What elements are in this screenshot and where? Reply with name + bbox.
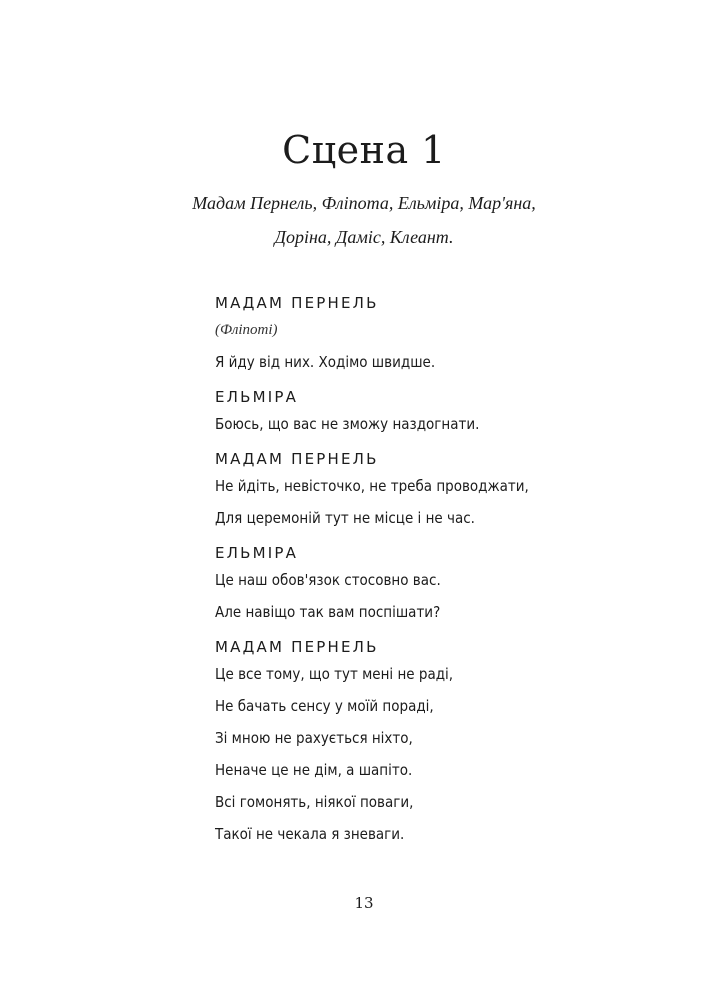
verse-line: Неначе це не дім, а шапіто. [215, 761, 413, 779]
speaker-name: МАДАМ ПЕРНЕЛЬ [215, 638, 379, 656]
verse-line: Боюсь, що вас не зможу наздогнати. [215, 415, 480, 433]
dialogue-block [215, 636, 675, 844]
dialogue [215, 292, 675, 844]
dialogue-block [215, 542, 675, 622]
speaker-name: ЕЛЬМІРА [215, 388, 299, 406]
speaker-name: МАДАМ ПЕРНЕЛЬ [215, 450, 379, 468]
verse-line: Такої не чекала я зневаги. [215, 825, 405, 843]
verse-line: Я йду від них. Ходімо швидше. [215, 353, 436, 371]
verse-line: Зі мною не рахується ніхто, [215, 729, 413, 747]
dialogue-block [215, 448, 675, 528]
verse-line: Це все тому, що тут мені не раді, [215, 665, 454, 683]
stage-direction: (Фліпоті) [215, 322, 278, 338]
characters-list-line-2: Доріна, Даміс, Клеант. [274, 227, 454, 247]
verse-line: Це наш обов'язок стосовно вас. [215, 571, 441, 589]
verse-line: Не бачать сенсу у моїй пораді, [215, 697, 434, 715]
verse-line: Не йдіть, невісточко, не треба проводжати, [215, 477, 529, 495]
verse-line: Але навіщо так вам поспішати? [215, 603, 441, 621]
dialogue-block [215, 386, 675, 434]
verse-line: Для церемоній тут не місце і не час. [215, 509, 475, 527]
verse-line: Всі гомонять, ніякої поваги, [215, 793, 414, 811]
dialogue-block [215, 292, 675, 372]
page-number: 13 [354, 894, 374, 912]
speaker-name: МАДАМ ПЕРНЕЛЬ [215, 294, 379, 312]
scene-title: Сцена 1 [282, 128, 446, 172]
characters-list-line-1: Мадам Пернель, Фліпота, Ельміра, Мар'яна, [192, 193, 536, 213]
speaker-name: ЕЛЬМІРА [215, 544, 299, 562]
